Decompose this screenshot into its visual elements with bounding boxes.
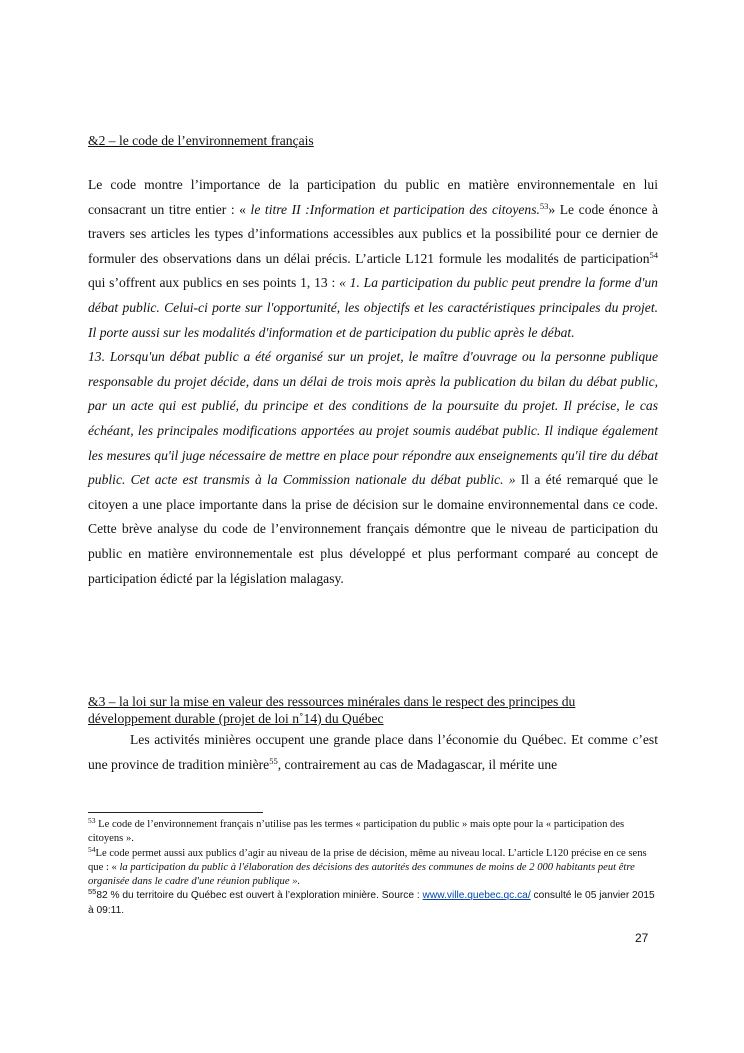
footnote-text: Le code de l’environnement français n’utilise pas les termes « participation du public » mais opte pour la « participation des citoyens ». xyxy=(88,819,625,845)
footnote-ref-55[interactable]: 55 xyxy=(269,755,278,766)
quote-point-1: « 1. La participation du public peut prendre la forme d'un débat public. Celui-ci porte sur l'opportunité, les objectifs et les caractéristiques principales du projet. Il porte aussi sur les modalités d'information et de participation du public après le débat. xyxy=(88,275,658,340)
footnote-53 xyxy=(88,818,658,847)
footnote-number: 53 xyxy=(88,816,96,825)
footnote-text: consulté le 05 janvier 2015 à 09:11. xyxy=(88,890,655,916)
footnote-ref-54[interactable]: 54 xyxy=(649,249,658,260)
footnote-text: 82 % du territoire du Québec est ouvert à l’exploration minière. Source : xyxy=(96,890,423,902)
paragraph-text: qui s’offrent aux publics en ses points 1, 13 : xyxy=(88,275,340,291)
footnote-number: 55 xyxy=(88,887,97,897)
footnote-quote: la participation du public à l'élaboration des décisions des autorités des communes de moins de 2 000 habitants peut être organisée dans le cadre d'une réunion publique ». xyxy=(88,861,635,888)
paragraph-text: Il a été remarqué que le citoyen a une place importante dans la prise de décision sur le domaine environnemental dans ce code. Cette brève analyse du code de l’environnement français démontre que le niveau de participation du public en matière environnementale est plus développé et plus performant comparé au concept de participation édicté par la législation malagasy. xyxy=(88,472,658,586)
source-link[interactable]: www.ville.quebec.qc.ca/ xyxy=(422,890,531,902)
footnote-ref-53[interactable]: 53 xyxy=(539,200,549,211)
page-number: 27 xyxy=(635,931,649,945)
footnote-number: 54 xyxy=(88,844,96,854)
footnote-55 xyxy=(88,889,658,918)
section-heading-3: &3 – la loi sur la mise en valeur des ressources minérales dans le respect des principes du développement durable (projet de loi n˚14) du Québec xyxy=(88,694,576,726)
footnote-54 xyxy=(88,844,658,890)
footnote-text: Le code permet aussi aux publics d’agir au niveau de la prise de décision, même au niveau local. L’article L120 précise en ce sens que : « xyxy=(88,847,647,873)
section-2-body xyxy=(88,173,658,591)
paragraph-text: » Le code énonce à travers ses articles les types d’informations accessibles aux publics et la possibilité pour ce dernier de formuler des observations dans un délai précis. L’article L121 formule les modalités de participation xyxy=(88,201,658,266)
paragraph-text: Les activités minières occupent une grande place dans l’économie du Québec. Et comme c’est une province de tradition minière xyxy=(88,732,658,772)
paragraph-text: Le code montre l’importance de la participation du public en matière environnementale en lui consacrant un titre entier : « xyxy=(88,177,658,217)
section-heading-2: &2 – le code de l’environnement français xyxy=(88,133,314,148)
quote-point-13: 13. Lorsqu'un débat public a été organisé sur un projet, le maître d'ouvrage ou la personne publique responsable du projet décide, dans un délai de trois mois après la publication du bilan du débat public, par un acte qui est publié, du principe et des conditions de la poursuite du projet. Il précise, le cas échéant, les principales modifications apportées au projet soumis audébat public. Il indique également les mesures qu'il juge nécessaire de mettre en place pour répondre aux enseignements qu'il tire du débat public. Cet acte est transmis à la Commission nationale du débat public. » xyxy=(88,349,658,488)
footnote-separator xyxy=(88,812,263,813)
paragraph-text: , contrairement au cas de Madagascar, il mérite une xyxy=(277,756,558,772)
section-3-body xyxy=(88,728,658,777)
title-citation: le titre II :Information et participation des citoyens. xyxy=(250,201,540,217)
footnotes xyxy=(88,818,658,918)
